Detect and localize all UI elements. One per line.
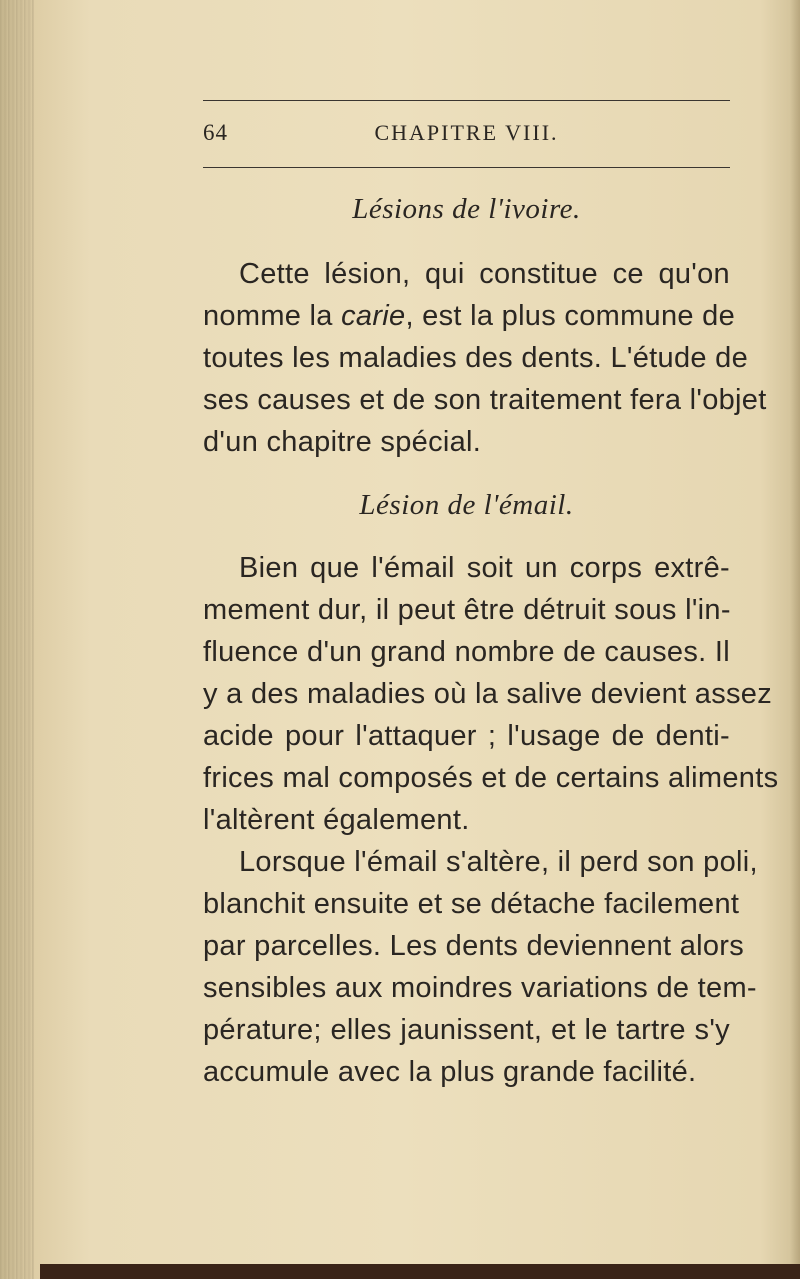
text-line: frices mal composés et de certains aliments: [203, 762, 779, 794]
text-line: blanchit ensuite et se détache facilement: [203, 888, 740, 920]
running-head: [203, 100, 730, 172]
text-line: accumule avec la plus grande facilité.: [203, 1056, 697, 1088]
text-line: Cette lésion, qui constitue ce qu'on: [239, 258, 730, 290]
text-line: acide pour l'attaquer ; l'usage de denti-: [203, 720, 730, 752]
text-line: toutes les maladies des dents. L'étude de: [203, 342, 749, 374]
text-line: fluence d'un grand nombre de causes. Il: [203, 636, 730, 668]
text-line: d'un chapitre spécial.: [203, 426, 482, 458]
text-line: [203, 295, 736, 337]
page-bottom-edge: [40, 1264, 800, 1279]
header-rule-bottom: [203, 167, 730, 168]
text-line: sensibles aux moindres variations de tem-: [203, 972, 757, 1004]
text-fragment: , est la plus commune de: [405, 300, 736, 332]
text-line: Bien que l'émail soit un corps extrê-: [239, 552, 730, 584]
text-line: mement dur, il peut être détruit sous l'in-: [203, 594, 731, 626]
paragraph-email-1: [203, 547, 779, 841]
chapter-title: CHAPITRE VIII.: [374, 120, 559, 145]
text-line: par parcelles. Les dents deviennent alors: [203, 930, 745, 962]
page-binding-edge: [0, 0, 34, 1279]
section-title-email: Lésion de l'émail.: [359, 489, 574, 521]
text-fragment: nomme la: [203, 300, 342, 332]
italic-term-carie: carie: [341, 300, 406, 332]
paragraph-email-2: [203, 841, 758, 1093]
page-number: 64: [203, 120, 228, 145]
text-line: Lorsque l'émail s'altère, il perd son poli,: [239, 846, 758, 878]
page-right-edge: [790, 0, 800, 1279]
text-line: l'altèrent également.: [203, 804, 470, 836]
text-line: pérature; elles jaunissent, et le tartre s'y: [203, 1014, 730, 1046]
header-rule-top: [203, 100, 730, 101]
text-line: ses causes et de son traitement fera l'objet: [203, 384, 767, 416]
text-line: y a des maladies où la salive devient assez: [203, 678, 773, 710]
section-title-ivoire: Lésions de l'ivoire.: [352, 193, 581, 225]
paragraph-ivoire: [203, 253, 767, 463]
